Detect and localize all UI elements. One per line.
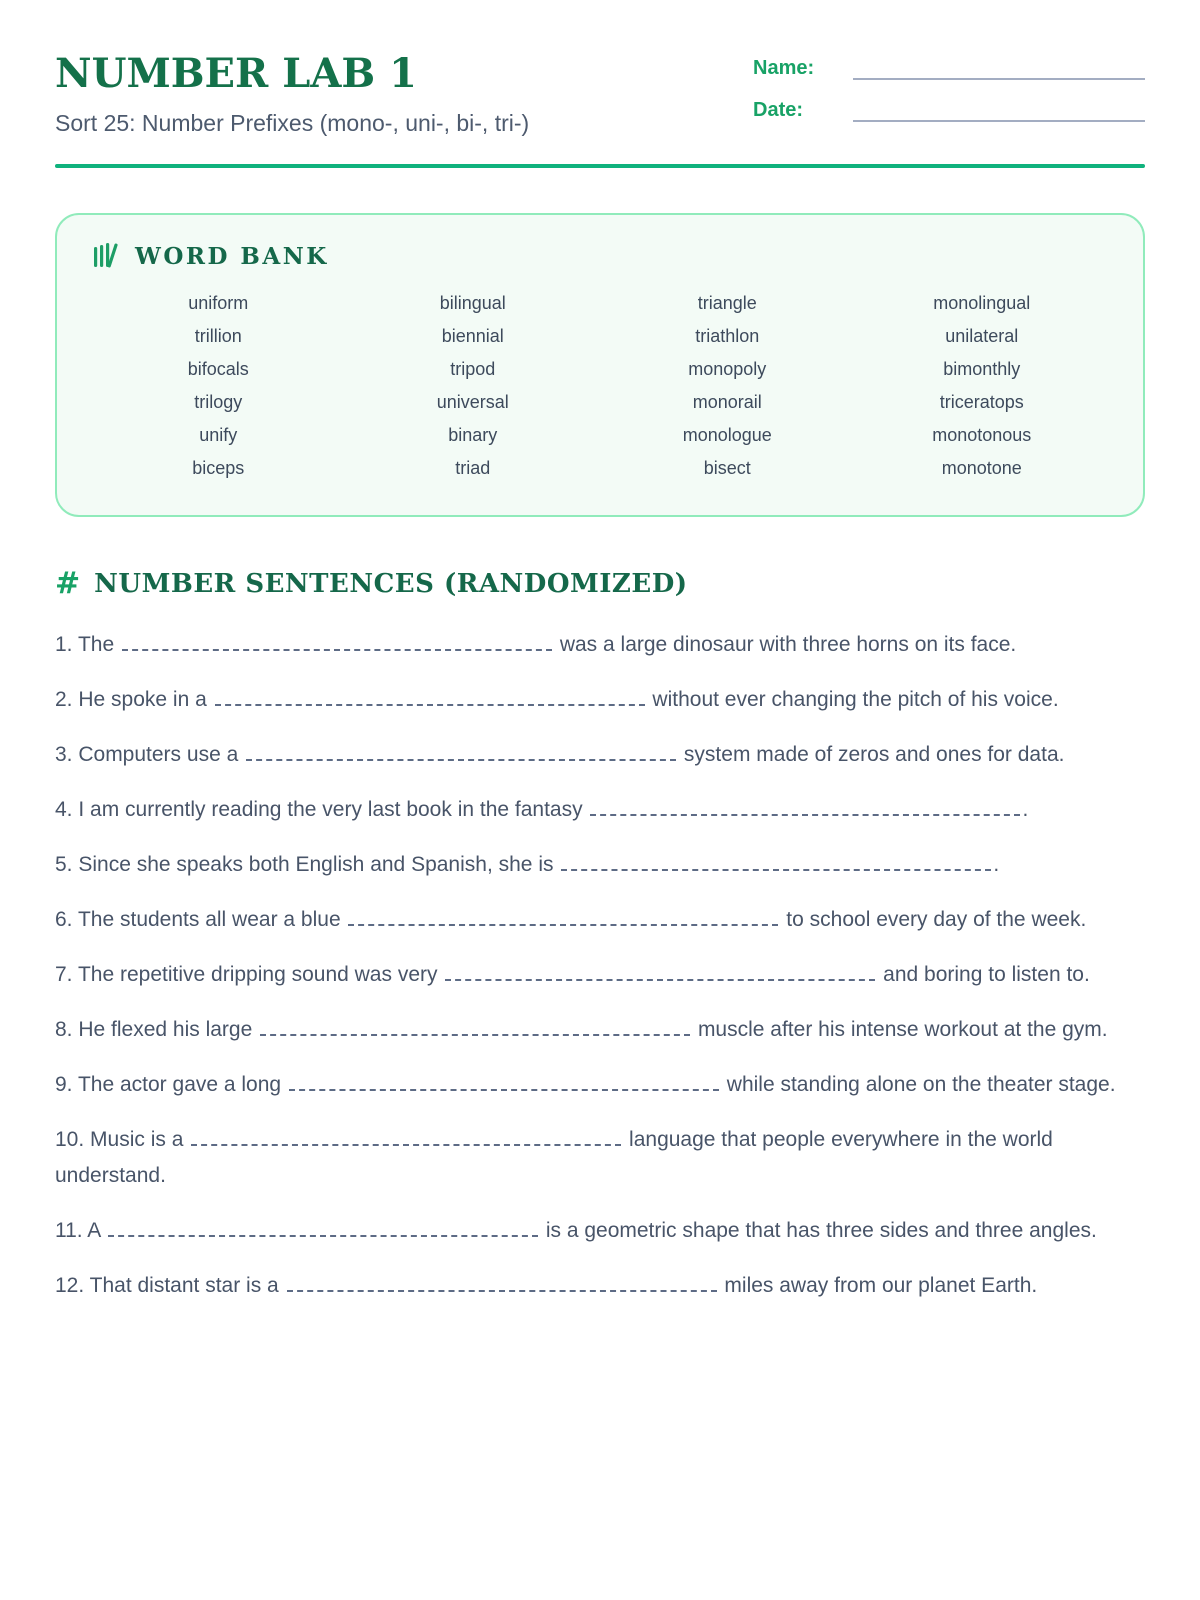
sentence-pre: 9. The actor gave a long [55, 1073, 287, 1096]
sentences-list [55, 627, 1145, 1304]
sentence-post: was a large dinosaur with three horns on its face. [554, 633, 1017, 656]
word-bank-word: monologue [682, 425, 772, 445]
word-bank-word: triad [455, 458, 491, 478]
sentence-post: is a geometric shape that has three sides and three angles. [540, 1219, 1097, 1242]
sentence-3 [55, 737, 1145, 773]
sentence-post: system made of zeros and ones for data. [678, 743, 1065, 766]
sentence-post: without ever changing the pitch of his voice. [646, 688, 1059, 711]
sentence-11 [55, 1213, 1145, 1249]
sentence-pre: 5. Since she speaks both English and Spanish, she is [55, 853, 560, 876]
sentence-pre: 6. The students all wear a blue [55, 908, 347, 931]
word-bank-word: monotone [941, 458, 1022, 478]
word-bank-word: bilingual [439, 293, 506, 313]
sentence-post: muscle after his intense workout at the gym. [692, 1018, 1108, 1041]
word-bank-word: biceps [192, 458, 245, 478]
sentence-6 [55, 902, 1145, 938]
word-bank-word: uniform [188, 293, 249, 313]
word-bank-word: bisect [703, 458, 751, 478]
word-bank-word: monotonous [932, 425, 1032, 445]
sentence-pre: 4. I am currently reading the very last book in the fantasy [55, 798, 589, 821]
answer-blank [108, 1223, 538, 1237]
word-bank-word: unify [199, 425, 238, 445]
sentence-pre: 7. The repetitive dripping sound was very [55, 963, 444, 986]
answer-blank [287, 1278, 717, 1292]
word-bank-header [91, 241, 1109, 271]
sentence-pre: 2. He spoke in a [55, 688, 213, 711]
answer-blank [215, 692, 645, 706]
word-bank-card [55, 213, 1145, 517]
word-bank-word: monorail [692, 392, 762, 412]
sentences-section-heading [55, 566, 1145, 601]
sentence-post: to school every day of the week. [780, 908, 1087, 931]
answer-blank [445, 967, 875, 981]
word-bank-word: bifocals [187, 359, 249, 379]
word-bank-grid [91, 287, 1109, 485]
name-write-line [853, 56, 1145, 80]
sentence-10 [55, 1122, 1145, 1194]
sentence-pre: 1. The [55, 633, 120, 656]
sentence-pre: 3. Computers use a [55, 743, 245, 766]
word-bank-word: trillion [194, 326, 242, 346]
sentence-post: language that people everywhere in the world understand. [55, 1128, 1053, 1187]
sentence-9 [55, 1067, 1145, 1103]
hash-icon: # [55, 566, 81, 601]
sentence-post: . [993, 853, 1000, 876]
sentence-1 [55, 627, 1145, 663]
answer-blank [260, 1022, 690, 1036]
date-write-line [853, 98, 1145, 122]
word-bank-title: WORD BANK [135, 242, 329, 270]
word-bank-word: tripod [450, 359, 496, 379]
sentence-7 [55, 957, 1145, 993]
name-row [753, 56, 1145, 80]
sentence-12 [55, 1268, 1145, 1304]
word-bank-word: binary [448, 425, 498, 445]
sentence-5 [55, 847, 1145, 883]
sentence-post: while standing alone on the theater stage. [720, 1073, 1116, 1096]
word-bank-word: triathlon [695, 326, 760, 346]
word-bank-word: triangle [697, 293, 757, 313]
sentence-8 [55, 1012, 1145, 1048]
page-subtitle: Sort 25: Number Prefixes (mono-, uni-, bi-, tri-) [55, 110, 530, 136]
books-icon [91, 241, 121, 271]
title-block [55, 52, 529, 137]
sentence-post: and boring to listen to. [877, 963, 1090, 986]
word-bank-word: trilogy [194, 392, 243, 412]
sentences-section-title: NUMBER SENTENCES (RANDOMIZED) [94, 569, 688, 599]
sentence-pre: 8. He flexed his large [55, 1018, 259, 1041]
sentence-pre: 12. That distant star is a [55, 1274, 285, 1297]
answer-blank [246, 747, 676, 761]
sentence-2 [55, 682, 1145, 718]
name-label: Name: [753, 57, 815, 79]
header-divider [55, 164, 1145, 168]
answer-blank [122, 637, 552, 651]
date-label: Date: [753, 99, 804, 121]
sentence-pre: 11. A [55, 1219, 106, 1242]
word-bank-word: unilateral [945, 326, 1019, 346]
sentence-post: . [1022, 798, 1029, 821]
answer-blank [348, 912, 778, 926]
answer-blank [590, 802, 1020, 816]
word-bank-word: universal [436, 392, 509, 412]
word-bank-word: monopoly [688, 359, 767, 379]
answer-blank [289, 1077, 719, 1091]
page-title: NUMBER LAB 1 [55, 50, 417, 97]
sentence-4 [55, 792, 1145, 828]
sentence-post: miles away from our planet Earth. [718, 1274, 1038, 1297]
name-date-block [753, 52, 1145, 140]
word-bank-word: triceratops [939, 392, 1024, 412]
word-bank-word: biennial [441, 326, 504, 346]
word-bank-word: bimonthly [943, 359, 1021, 379]
word-bank-word: monolingual [933, 293, 1031, 313]
date-row [753, 98, 1145, 122]
answer-blank [191, 1132, 621, 1146]
header [55, 52, 1145, 140]
answer-blank [561, 857, 991, 871]
sentence-pre: 10. Music is a [55, 1128, 190, 1151]
